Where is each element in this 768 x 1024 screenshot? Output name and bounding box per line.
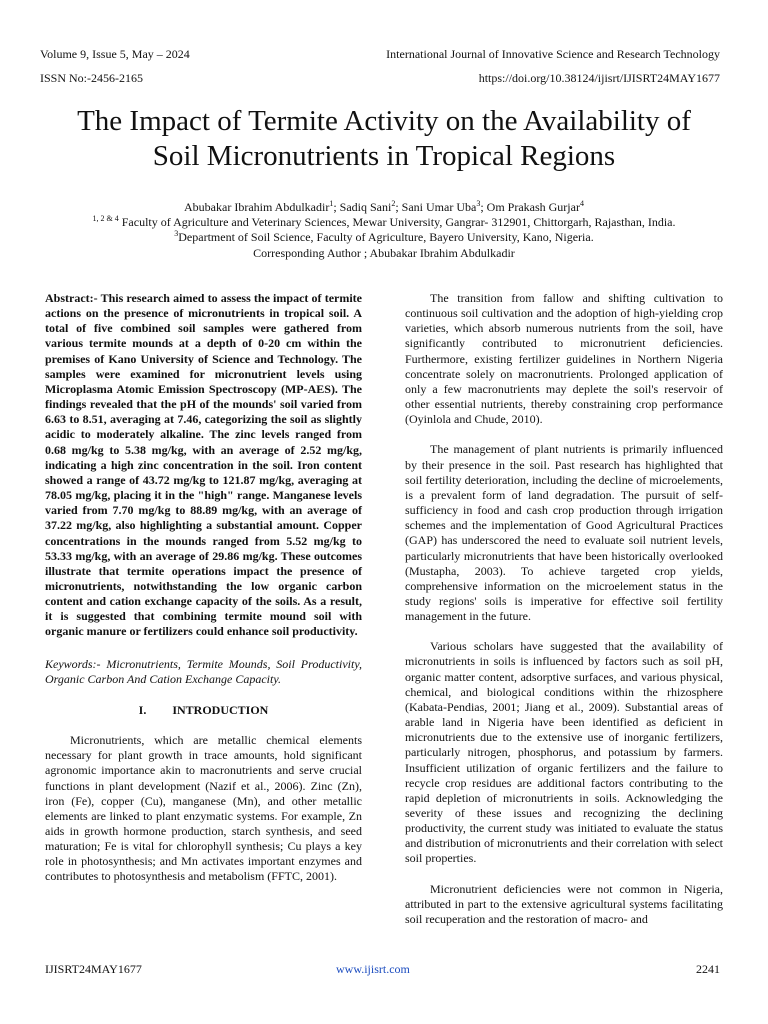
title-line-1: The Impact of Termite Activity on the Availability of [77, 105, 691, 137]
title-line-2: Soil Micronutrients in Tropical Regions [152, 140, 616, 172]
volume-issue: Volume 9, Issue 5, May – 2024 [40, 47, 190, 61]
footer-site-link[interactable]: www.ijisrt.com [336, 962, 410, 976]
section-number: I. [138, 702, 147, 717]
page-number: 2241 [696, 962, 720, 976]
right-column [405, 291, 723, 927]
author-1: Abubakar Ibrahim Abdulkadir [184, 200, 330, 214]
author-list [40, 200, 728, 215]
affiliation-2-text: Department of Soil Science, Faculty of Agriculture, Bayero University, Kano, Nigeria. [178, 230, 594, 245]
body-paragraph-3: Various scholars have suggested that the availability of micronutrients in soils is influenced by factors such as soil pH, organic matter content, adsorptive surfaces, and various physical, chemical, and biological conditions within the rhizosphere (Kabata-Pendias, 2001; Jiang et al., 2009). Substantial areas of arable land in Nigeria have been identified as deficient in micronutrients due to the extensive use of inorganic fertilizers, particularly nitrogen, phosphorus, and potassium by farmers. Insufficient utilization of organic fertilizers and the failure to recycle crop residues are additional factors contributing to the rapid depletion of micronutrients in soils. Acknowledging the severity of these issues and recognizing the declining productivity, the current study was initiated to evaluate the status and distribution of micronutrients and their correlation with select soil properties. [405, 639, 723, 866]
affiliation-2 [40, 230, 728, 245]
body-paragraph-2: The management of plant nutrients is primarily influenced by their presence in the soil. Past research has highlighted that soil fertility deterioration, including the decline of microelements, is a prevalent form of land degradation. The pursuit of self-sufficiency in food and cash crop production through irrigation schemes and the implementation of Good Agricultural Practices (GAP) has underscored the need to evaluate soil nutrient levels, particularly micronutrients that have been historically overlooked (Mustapha, 2003). To achieve targeted crop yields, comprehensive information on the microelement status in the study regions' soils is imperative for effective soil fertility management in the future. [405, 442, 723, 624]
journal-name: International Journal of Innovative Science and Research Technology [386, 47, 720, 61]
body-paragraph-4: Micronutrient deficiencies were not common in Nigeria, attributed in part to the extensive agricultural systems facilitating soil recuperation and the restoration of macro- and [405, 881, 723, 926]
author-3: ; Sani Umar Uba [395, 200, 477, 214]
affiliation-2-sup: 3 [174, 229, 179, 239]
author-block [40, 200, 728, 261]
body-paragraph-1: The transition from fallow and shifting cultivation to continuous soil cultivation and the adoption of high-yielding crop varieties, which absorb numerous nutrients from the soil, have significantly contributed to micronutrient deficiencies. Furthermore, existing fertilizer guidelines in Northern Nigeria concentrate solely on macronutrients. Prolonged application of only a few macronutrients may deplete the soil's reservoir of other essential nutrients, thereby constraining crop performance (Oyinlola and Chude, 2010). [405, 291, 723, 427]
author-3-sup: 3 [476, 199, 481, 208]
affiliation-1-sup: 1, 2 & 4 [92, 214, 119, 224]
doi-link[interactable]: https://doi.org/10.38124/ijisrt/IJISRT24MAY1677 [478, 71, 720, 85]
abstract: Abstract:- This research aimed to assess the impact of termite actions on the presence of micronutrients in tropical soil. A total of five combined soil samples were gathered from various termite mounds at a depth of 0-20 cm within the premises of Kano University of Science and Technology. The samples were examined for micronutrient levels using Microplasma Atomic Emission Spectroscopy (MP-AES). The findings revealed that the pH of the mounds' soil varied from 6.63 to 8.51, averaging at 7.46, categorizing the soil as slightly acidic to moderately alkaline. The zinc levels ranged from 0.68 mg/kg to 5.38 mg/kg, with an average of 2.52 mg/kg, indicating a high zinc concentration in the soil. Iron content showed a range of 43.72 mg/kg to 121.87 mg/kg, averaging at 78.05 mg/kg, placing it in the "high" range. Manganese levels varied from 7.70 mg/kg to 88.89 mg/kg, with an average of 37.22 mg/kg, also highlighting a substantial amount. Copper concentrations in the mounds ranged from 5.52 mg/kg to 53.33 mg/kg, with an average of 29.86 mg/kg. These outcomes illustrate that termite operations impact the presence of micronutrients, notwithstanding the low organic carbon content and cation exchange capacity of the soils. As a result, it is suggested that combining termite mound soil with organic manure or fertilizers could enhance soil productivity. [45, 291, 362, 639]
affiliation-1 [40, 215, 728, 230]
author-4-sup: 4 [579, 199, 584, 208]
left-column [45, 291, 362, 885]
section-heading [45, 703, 362, 718]
author-2-sup: 2 [391, 199, 396, 208]
corresponding-author: Corresponding Author ; Abubakar Ibrahim Abdulkadir [253, 245, 515, 260]
author-4: ; Om Prakash Gurjar [480, 200, 580, 214]
author-2: ; Sadiq Sani [333, 200, 392, 214]
affiliation-1-text: Faculty of Agriculture and Veterinary Sciences, Mewar University, Gangrar- 312901, Chittorgarh, Rajasthan, India. [118, 215, 676, 230]
paper-title [30, 104, 738, 174]
intro-paragraph-1: Micronutrients, which are metallic chemical elements necessary for plant growth in trace amounts, hold significant agronomic importance akin to macronutrients and serve crucial functions in plant development (Nazif et al., 2006). Zinc (Zn), iron (Fe), copper (Cu), manganese (Mn), and other metallic elements are linked to plant enzymatic systems. For example, Zn aids in growth hormone production, starch synthesis, and seed maturation; Fe is vital for chlorophyll synthesis; Cu plays a key role in photosynthesis; and Mn activates important enzymes and contributes to photosynthesis and metabolism (FFTC, 2001). [45, 733, 362, 884]
keywords: Keywords:- Micronutrients, Termite Mounds, Soil Productivity, Organic Carbon And Cation Exchange Capacity. [45, 656, 362, 686]
author-1-sup: 1 [329, 199, 334, 208]
footer-code: IJISRT24MAY1677 [45, 962, 142, 976]
section-title: INTRODUCTION [172, 702, 269, 717]
issn: ISSN No:-2456-2165 [40, 71, 144, 85]
